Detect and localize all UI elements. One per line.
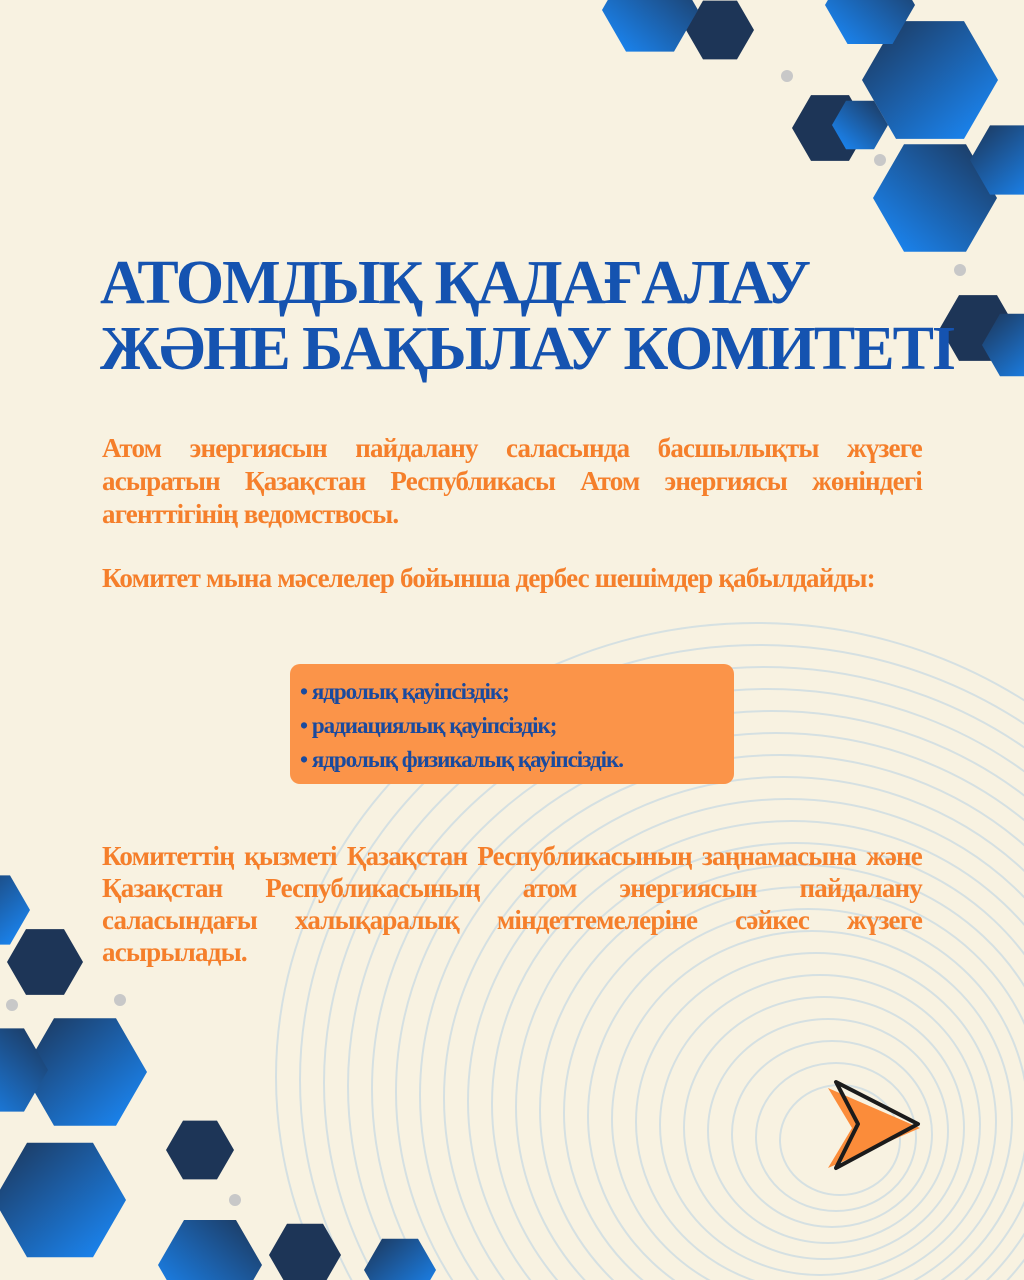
title-line-1: АТОМДЫҚ ҚАДАҒАЛАУ (100, 249, 810, 317)
hexagon-shape (364, 1239, 436, 1280)
dot-pattern (6, 70, 966, 1206)
ring (636, 953, 996, 1280)
page-title (100, 250, 960, 382)
list-item: • ядролық қауіпсіздік; (300, 675, 734, 709)
list-item: • ядролық физикалық қауіпсіздік. (300, 743, 734, 777)
title-line-2: ЖӘНЕ БАҚЫЛАУ КОМИТЕТІ (100, 315, 955, 383)
hexagon-shape (269, 1224, 341, 1280)
dot (6, 999, 18, 1011)
hexagon-shape (602, 0, 698, 52)
dot (229, 1194, 241, 1206)
closing-paragraph: Комитеттің қызметі Қазақстан Республикасының заңнамасына және Қазақстан Республикасының атом энергиясын пайдалану саласындағы халықаралық міндеттемелеріне сәйкес жүзеге асырылады. (102, 841, 922, 967)
ring (612, 931, 1012, 1280)
intro-paragraph: Атом энергиясын пайдалану саласында басшылықты жүзеге асыратын Қазақстан Республикасы Атом энергиясы жөніндегі агенттігінің ведомствосы. (102, 433, 922, 529)
decision-list (290, 664, 734, 784)
hexagon-shape (7, 929, 83, 995)
hexagon-shape (0, 1143, 126, 1257)
dot (874, 154, 886, 166)
hexagon-shape (158, 1220, 262, 1280)
dot (781, 70, 793, 82)
decisions-intro: Комитет мына мәселелер бойынша дербес шешімдер қабылдайды: (102, 563, 875, 593)
dot (114, 994, 126, 1006)
hexagon-shape (166, 1121, 234, 1180)
ring (396, 733, 1024, 1280)
next-arrow-icon[interactable] (820, 1078, 925, 1178)
list-item: • радиациялық қауіпсіздік; (300, 709, 734, 743)
